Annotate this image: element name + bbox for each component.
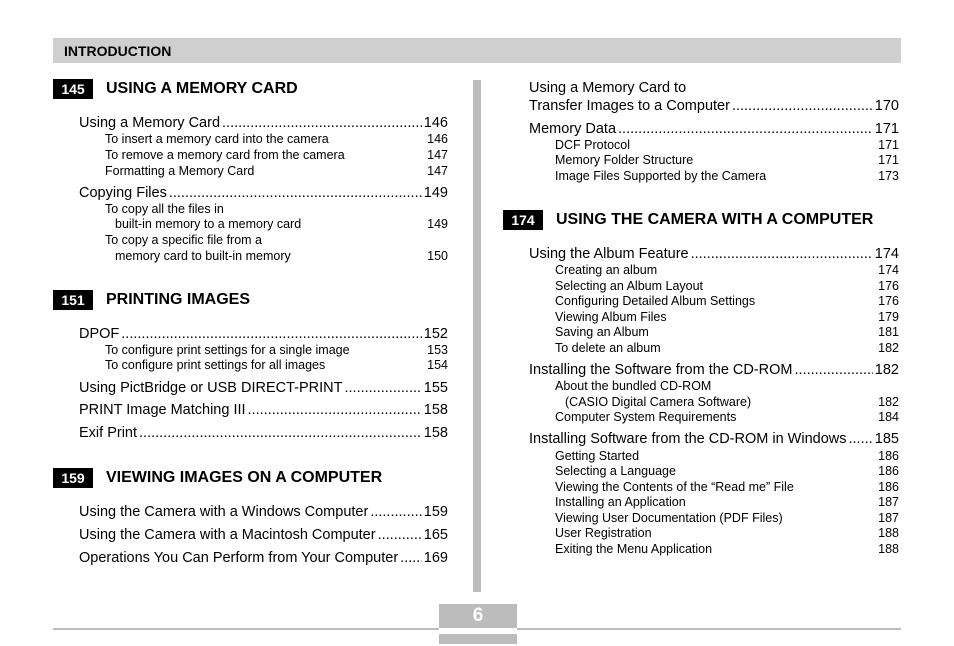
- page-number-box: [439, 604, 517, 644]
- toc-entry-label: DPOF: [79, 326, 120, 342]
- toc-entry-label: Viewing User Documentation (PDF Files): [555, 511, 783, 525]
- toc-entry-label: Installing the Software from the CD-ROM: [529, 362, 793, 378]
- toc-page-number: 174: [878, 263, 899, 277]
- toc-page-number: 150: [427, 249, 448, 263]
- toc-entry-label: Saving an Album: [555, 325, 649, 339]
- leader-dots: [344, 380, 421, 396]
- toc-entry: [79, 115, 448, 131]
- toc-page-number: 170: [874, 98, 899, 114]
- toc-page-number: 147: [427, 164, 448, 178]
- toc-subentry: [555, 495, 899, 509]
- toc-entry-label: Using a Memory Card: [79, 115, 221, 131]
- toc-entry-label: (CASIO Digital Camera Software): [565, 395, 752, 409]
- leader-dots: [732, 98, 873, 114]
- toc-entry-label: Viewing Album Files: [555, 310, 667, 324]
- toc-entry-label: Operations You Can Perform from Your Computer: [79, 550, 399, 566]
- toc-page-number: 187: [878, 511, 899, 525]
- leader-dots: [795, 362, 873, 378]
- toc-entry: [79, 326, 448, 342]
- toc-entry-label: Using PictBridge or USB DIRECT-PRINT: [79, 380, 343, 396]
- toc-page-number: 159: [423, 504, 448, 520]
- section-title: PRINTING IMAGES: [106, 291, 251, 308]
- toc-page-number: 176: [878, 279, 899, 293]
- toc-entry-label: built-in memory to a memory card: [115, 217, 302, 231]
- toc-page-number: 149: [427, 217, 448, 231]
- toc-page-number: 182: [874, 362, 899, 378]
- toc-entry-label: Installing Software from the CD-ROM in Windows: [529, 431, 847, 447]
- toc-page-number: 176: [878, 294, 899, 308]
- section-title: USING A MEMORY CARD: [106, 80, 298, 97]
- toc-entry-label: DCF Protocol: [555, 138, 631, 152]
- toc-entry-label: Using the Camera with a Macintosh Computer: [79, 527, 376, 543]
- leader-dots: [400, 550, 422, 566]
- section-page-badge: 174: [503, 210, 543, 230]
- toc-page-number: 174: [874, 246, 899, 262]
- toc-entry: [79, 504, 448, 520]
- toc-subentry: [555, 542, 899, 556]
- toc-entry-label: Formatting a Memory Card: [105, 164, 255, 178]
- toc-page-number: 153: [427, 343, 448, 357]
- toc-subentry: [565, 395, 899, 409]
- toc-entry-label: To configure print settings for a single image: [105, 343, 350, 357]
- toc-entry-label: Viewing the Contents of the “Read me” File: [555, 480, 794, 494]
- toc-subentry: [105, 358, 448, 372]
- toc-entry-label: To copy all the files in: [105, 202, 224, 216]
- toc-page-number: 154: [427, 358, 448, 372]
- toc-page-number: 181: [878, 325, 899, 339]
- toc-subentry: [115, 249, 448, 263]
- toc-entry-label: Copying Files: [79, 185, 167, 201]
- toc-left-column: [53, 0, 448, 600]
- leader-dots: [248, 402, 422, 418]
- toc-subentry: [555, 263, 899, 277]
- toc-page-number: 149: [423, 185, 448, 201]
- toc-entry-label: Using the Album Feature: [529, 246, 689, 262]
- toc-subentry: [105, 132, 448, 146]
- toc-subentry: [555, 341, 899, 355]
- toc-entry-label: PRINT Image Matching III: [79, 402, 246, 418]
- toc-page-number: 179: [878, 310, 899, 324]
- toc-page-number: 182: [878, 395, 899, 409]
- section-page-badge: 159: [53, 468, 93, 488]
- toc-page-number: 165: [423, 527, 448, 543]
- toc-entry: [79, 380, 448, 396]
- leader-dots: [849, 431, 873, 447]
- toc-entry-label: Selecting an Album Layout: [555, 279, 704, 293]
- toc-page-number: 158: [423, 402, 448, 418]
- toc-subentry: [555, 511, 899, 525]
- toc-page-number: 185: [874, 431, 899, 447]
- toc-page-number: 147: [427, 148, 448, 162]
- toc-entry: [79, 425, 448, 441]
- toc-page-number: 171: [874, 121, 899, 137]
- toc-entry: [529, 98, 899, 114]
- leader-dots: [370, 504, 421, 520]
- toc-subentry: [115, 217, 448, 231]
- toc-subentry: [555, 294, 899, 308]
- toc-right-column: [503, 0, 899, 600]
- toc-entry-label: About the bundled CD-ROM: [555, 379, 712, 393]
- toc-entry-label: To remove a memory card from the camera: [105, 148, 345, 162]
- toc-entry: [529, 80, 899, 96]
- toc-entry: [529, 431, 899, 447]
- toc-entry-label: To delete an album: [555, 341, 661, 355]
- toc-subentry: [555, 279, 899, 293]
- toc-page-number: 171: [878, 153, 899, 167]
- toc-subentry: [555, 464, 899, 478]
- leader-dots: [139, 425, 422, 441]
- toc-page-number: 186: [878, 480, 899, 494]
- toc-subentry: [105, 343, 448, 357]
- toc-page-number: 158: [423, 425, 448, 441]
- leader-dots: [222, 115, 422, 131]
- toc-subentry: [555, 526, 899, 540]
- toc-entry: [529, 362, 899, 378]
- toc-page-number: 188: [878, 542, 899, 556]
- toc-page-number: 169: [423, 550, 448, 566]
- leader-dots: [618, 121, 873, 137]
- toc-entry-label: Using a Memory Card to: [529, 80, 687, 96]
- toc-page-number: 173: [878, 169, 899, 183]
- toc-entry: [79, 402, 448, 418]
- toc-entry-label: Exiting the Menu Application: [555, 542, 713, 556]
- toc-entry-label: To copy a specific file from a: [105, 233, 263, 247]
- toc-entry-label: To insert a memory card into the camera: [105, 132, 329, 146]
- toc-entry-label: Memory Folder Structure: [555, 153, 694, 167]
- leader-dots: [378, 527, 422, 543]
- leader-dots: [121, 326, 422, 342]
- toc-entry-label: Memory Data: [529, 121, 617, 137]
- toc-page-number: 184: [878, 410, 899, 424]
- toc-page-number: 146: [427, 132, 448, 146]
- toc-entry-label: Configuring Detailed Album Settings: [555, 294, 756, 308]
- toc-page-number: 186: [878, 464, 899, 478]
- toc-entry-label: memory card to built-in memory: [115, 249, 291, 263]
- toc-entry: [529, 246, 899, 262]
- toc-entry-label: Exif Print: [79, 425, 138, 441]
- toc-entry-label: Image Files Supported by the Camera: [555, 169, 767, 183]
- toc-entry: [79, 550, 448, 566]
- toc-subentry: [555, 325, 899, 339]
- toc-page-number: 155: [423, 380, 448, 396]
- toc-entry-label: Installing an Application: [555, 495, 686, 509]
- toc-subentry: [555, 379, 899, 393]
- toc-page-number: 171: [878, 138, 899, 152]
- section-page-badge: 145: [53, 79, 93, 99]
- header-title: INTRODUCTION: [64, 43, 172, 59]
- toc-page-number: 187: [878, 495, 899, 509]
- section-title: VIEWING IMAGES ON A COMPUTER: [106, 469, 383, 486]
- toc-subentry: [555, 410, 899, 424]
- toc-entry-label: Computer System Requirements: [555, 410, 737, 424]
- page-number: 6: [472, 605, 484, 626]
- toc-subentry: [555, 153, 899, 167]
- toc-entry-label: Using the Camera with a Windows Computer: [79, 504, 369, 520]
- toc-entry-label: User Registration: [555, 526, 652, 540]
- toc-entry: [529, 121, 899, 137]
- toc-page-number: 182: [878, 341, 899, 355]
- toc-page-number: 152: [423, 326, 448, 342]
- section-page-badge: 151: [53, 290, 93, 310]
- leader-dots: [691, 246, 873, 262]
- toc-page-number: 186: [878, 449, 899, 463]
- toc-subentry: [555, 449, 899, 463]
- toc-subentry: [555, 480, 899, 494]
- toc-subentry: [555, 138, 899, 152]
- toc-subentry: [555, 310, 899, 324]
- toc-entry-label: To configure print settings for all images: [105, 358, 326, 372]
- leader-dots: [169, 185, 422, 201]
- toc-entry-label: Transfer Images to a Computer: [529, 98, 730, 114]
- toc-subentry: [105, 233, 448, 247]
- toc-page-number: 188: [878, 526, 899, 540]
- toc-entry: [79, 185, 448, 201]
- column-divider: [473, 80, 481, 592]
- toc-entry-label: Creating an album: [555, 263, 658, 277]
- toc-page-number: 146: [423, 115, 448, 131]
- toc-entry-label: Selecting a Language: [555, 464, 676, 478]
- toc-subentry: [105, 202, 448, 216]
- toc-subentry: [105, 148, 448, 162]
- toc-subentry: [555, 169, 899, 183]
- section-title: USING THE CAMERA WITH A COMPUTER: [556, 211, 874, 228]
- toc-entry: [79, 527, 448, 543]
- toc-entry-label: Getting Started: [555, 449, 640, 463]
- toc-subentry: [105, 164, 448, 178]
